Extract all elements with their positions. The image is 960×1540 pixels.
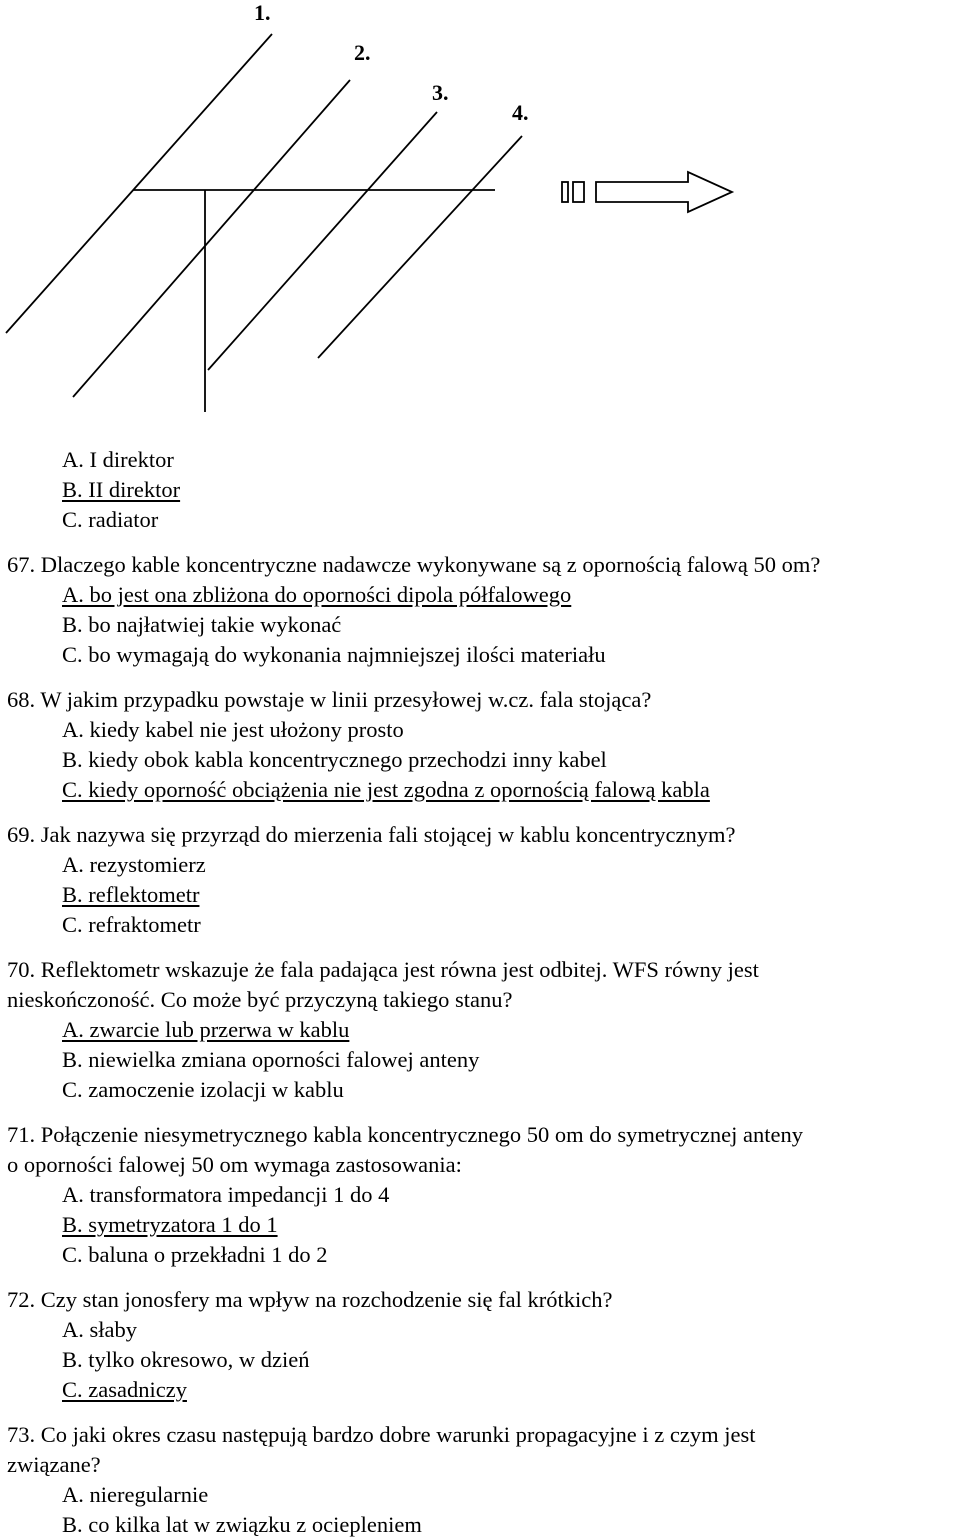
q70-option-b: B. niewielka zmiana oporności falowej anteny xyxy=(62,1047,480,1072)
q71-question-line2: o oporności falowej 50 om wymaga zastosowania: xyxy=(7,1152,462,1177)
q71-option-c: C. baluna o przekładni 1 do 2 xyxy=(62,1242,328,1267)
q67-question: 67. Dlaczego kable koncentryczne nadawcze wykonywane są z opornością falową 50 om? xyxy=(7,552,821,577)
q67-option-b: B. bo najłatwiej takie wykonać xyxy=(62,612,342,637)
q70-option-a: A. zwarcie lub przerwa w kablu xyxy=(62,1017,350,1042)
q69-option-b: B. reflektometr xyxy=(62,882,200,907)
element-line-1 xyxy=(6,34,272,333)
q72-option-b: B. tylko okresowo, w dzień xyxy=(62,1347,310,1372)
element-line-2 xyxy=(73,80,350,397)
element-line-4 xyxy=(318,136,522,358)
element-label-4: 4. xyxy=(512,100,529,125)
q70-question-line1: 70. Reflektometr wskazuje że fala padająca jest równa jest odbitej. WFS równy jest xyxy=(7,957,759,982)
element-line-3 xyxy=(208,112,437,370)
q67-option-c: C. bo wymagają do wykonania najmniejszej ilości materiału xyxy=(62,642,606,667)
q69-option-c: C. refraktometr xyxy=(62,912,201,937)
q72-option-a: A. słaby xyxy=(62,1317,137,1342)
q72-question: 72. Czy stan jonosfery ma wpływ na rozchodzenie się fal krótkich? xyxy=(7,1287,613,1312)
q66-option-b: B. II direktor xyxy=(62,477,181,502)
q68-question: 68. W jakim przypadku powstaje w linii przesyłowej w.cz. fala stojąca? xyxy=(7,687,652,712)
q68-option-a: A. kiedy kabel nie jest ułożony prosto xyxy=(62,717,404,742)
q71-option-a: A. transformatora impedancji 1 do 4 xyxy=(62,1182,390,1207)
q73-option-a: A. nieregularnie xyxy=(62,1482,209,1507)
q70-option-c: C. zamoczenie izolacji w kablu xyxy=(62,1077,344,1102)
q73-option-b: B. co kilka lat w związku z ociepleniem xyxy=(62,1512,422,1537)
antenna-diagram xyxy=(0,0,960,430)
q71-question-line1: 71. Połączenie niesymetrycznego kabla koncentrycznego 50 om do symetrycznej anteny xyxy=(7,1122,803,1147)
q69-option-a: A. rezystomierz xyxy=(62,852,206,877)
q69-question: 69. Jak nazywa się przyrząd do mierzenia fali stojącej w kablu koncentrycznym? xyxy=(7,822,736,847)
q68-option-b: B. kiedy obok kabla koncentrycznego przechodzi inny kabel xyxy=(62,747,607,772)
q70-question-line2: nieskończoność. Co może być przyczyną takiego stanu? xyxy=(7,987,513,1012)
q68-option-c: C. kiedy oporność obciążenia nie jest zgodna z opornością falową kabla xyxy=(62,777,710,802)
q73-question-line1: 73. Co jaki okres czasu następują bardzo dobre warunki propagacyjne i z czym jest xyxy=(7,1422,756,1447)
element-label-1: 1. xyxy=(254,0,271,25)
q67-option-a: A. bo jest ona zbliżona do oporności dipola półfalowego xyxy=(62,582,572,607)
q71-option-b: B. symetryzatora 1 do 1 xyxy=(62,1212,278,1237)
element-label-2: 2. xyxy=(354,40,371,65)
q73-question-line2: związane? xyxy=(7,1452,101,1477)
element-label-3: 3. xyxy=(432,80,449,105)
q66-option-c: C. radiator xyxy=(62,507,159,532)
q66-option-a: A. I direktor xyxy=(62,447,174,472)
q72-option-c: C. zasadniczy xyxy=(62,1377,187,1402)
direction-arrow-icon xyxy=(562,172,732,212)
